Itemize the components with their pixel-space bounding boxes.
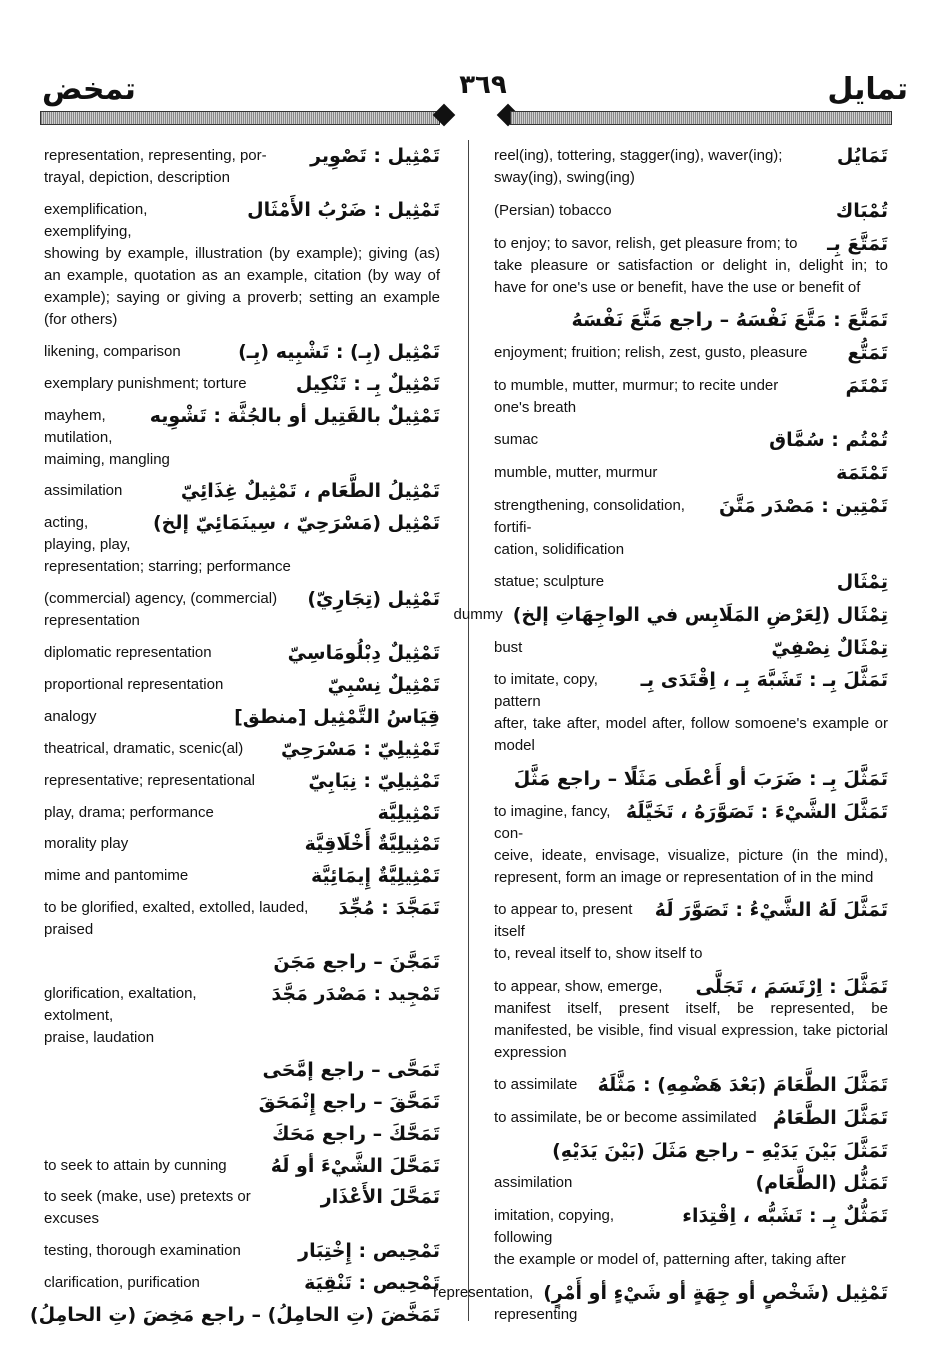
dictionary-entry (44, 507, 440, 583)
english-gloss-continuation: praise, laudation (44, 1028, 155, 1046)
english-gloss-continuation: one's breath (494, 398, 577, 416)
entry-line (494, 309, 888, 331)
arabic-headword: تَمْثِيلٌ نِسْبِيّ (327, 673, 440, 696)
english-gloss-continuation: sway(ing), swing(ing) (494, 169, 635, 187)
english-gloss-continuation: manifest itself, present itself, be represented, be manifested, be visible, find visual expression, take pictorial expression (494, 999, 888, 1061)
dictionary-entry (494, 369, 888, 424)
arabic-headword: تُمْبَاك (835, 199, 888, 222)
right-column (433, 140, 888, 1331)
dictionary-entry (44, 1118, 440, 1150)
dictionary-entry (494, 1134, 888, 1167)
dictionary-entry (44, 669, 440, 701)
arabic-headword: تَمَثَّلَ الطَّعَامَ (بَعْدَ هَضْمِهِ) : مَثَّلَهُ (597, 1074, 888, 1097)
english-gloss: exemplary punishment; torture (44, 374, 247, 392)
arabic-headword: تَمَحَّلَ الأَعْذَار (320, 1186, 440, 1209)
entry-line (494, 899, 888, 943)
dictionary-entry (44, 701, 440, 733)
english-gloss: imitation, copying, following (494, 1207, 615, 1247)
english-gloss: theatrical, dramatic, scenic(al) (44, 739, 244, 757)
english-gloss: strengthening, consolidation, fortifi- (494, 496, 685, 536)
dictionary-entry (44, 892, 440, 946)
dictionary-entry (494, 1200, 888, 1277)
arabic-headword: تَمْثِيلِيَّةٌ أَخْلَاقِيَّة (304, 833, 440, 856)
english-gloss: to assimilate (494, 1076, 578, 1094)
dictionary-entry (494, 566, 888, 599)
entry-line (494, 976, 888, 998)
entry-line (494, 342, 888, 364)
left-column (29, 140, 440, 1331)
dictionary-entry (494, 195, 888, 228)
dictionary-entry (494, 664, 888, 763)
entry-line (44, 642, 440, 664)
english-gloss: analogy (44, 707, 97, 725)
entry-line (44, 865, 440, 887)
dictionary-entry (494, 894, 888, 971)
entry-line (494, 571, 888, 593)
entry-line (44, 983, 440, 1027)
english-gloss-continuation: representing (494, 1305, 578, 1323)
dictionary-entry (44, 765, 440, 797)
entry-line (29, 1304, 440, 1327)
arabic-headword: تُمْتُم : سُمَّاق (769, 429, 888, 452)
dictionary-entry (494, 457, 888, 490)
dictionary-entry (44, 1150, 440, 1182)
english-gloss-continuation: ceive, ideate, envisage, visualize, picture (in the mind), represent, form an image or representation of in the mind (494, 846, 888, 886)
arabic-headword: تَمْثِيلِيّ : نِيَابِيّ (308, 769, 440, 792)
english-gloss: mayhem, mutilation, (44, 406, 113, 446)
english-gloss-continuation: representation (44, 612, 140, 630)
entry-line (44, 145, 440, 167)
arabic-headword: تَمْثِيلُ الطَّعَام ، تَمْثِيلٌ غِذَائِيّ (180, 480, 440, 503)
english-gloss-continuation: take pleasure or satisfaction or delight in, delight in; to have for one's use or benefit, have the use or benefit of (494, 256, 888, 296)
arabic-headword: تَمْثِيل : ضَرْبُ الأَمْثَال (247, 198, 440, 221)
arabic-headword: تَمَجَّنَ – راجع مَجَنَ (273, 951, 440, 974)
entry-line (494, 233, 888, 255)
dictionary-entry (433, 1276, 888, 1331)
english-gloss: representative; representational (44, 771, 255, 789)
english-gloss: clarification, purification (44, 1274, 200, 1292)
arabic-headword: تَمَثُّل (الطَّعَام) (755, 1172, 888, 1195)
dictionary-entry (44, 946, 440, 978)
english-gloss: likening, comparison (44, 342, 181, 360)
english-gloss: reel(ing), tottering, stagger(ing), waver(ing); (494, 147, 783, 165)
arabic-headword: تَمَثَّلَ بَيْنَ يَدَيْهِ – راجع مَثَلَ (بَيْنَ يَدَيْهِ) (552, 1139, 888, 1162)
arabic-headword: تَمَحَّلَ الشَّيْءَ أو لَهُ (270, 1154, 440, 1177)
entry-line (494, 145, 888, 167)
dictionary-entry (494, 971, 888, 1070)
english-gloss-continuation: representation; starring; performance (44, 558, 291, 576)
english-gloss: bust (494, 638, 523, 656)
dictionary-entry (44, 1054, 440, 1086)
entry-line (44, 1272, 440, 1294)
entry-line (44, 512, 440, 556)
entry-line (433, 1281, 888, 1304)
arabic-headword: تَمْثِيلِيَّة (377, 801, 440, 824)
english-gloss: acting, playing, play, (44, 514, 131, 554)
english-gloss: to mumble, mutter, murmur; to recite under (494, 376, 779, 394)
arabic-headword: تَمْثِيل (بِـ) : تَشْبِيه (بِـ) (238, 340, 440, 363)
english-gloss: to appear, show, emerge, (494, 977, 663, 995)
arabic-headword: تَمْثِيل (شَخْصٍ أو جِهَةٍ أو شَيْءٍ أو أَمْرٍ) (543, 1281, 888, 1304)
arabic-headword: تَمَايُل (836, 145, 888, 168)
dictionary-entry (494, 1102, 888, 1135)
dictionary-entry (494, 1069, 888, 1102)
arabic-headword: تَمَثَّلَ بِـ : ضَرَبَ أو أَعْطَى مَثَلًا – راجع مَثَّلَ (513, 767, 888, 790)
entry-line (494, 200, 888, 222)
dictionary-entry (44, 583, 440, 637)
english-gloss: dummy (453, 605, 503, 623)
english-gloss: assimilation (494, 1174, 573, 1192)
arabic-headword: تَمْثِيلٌ دِبْلُومَاسِيّ (287, 642, 440, 665)
english-gloss-continuation: the example or model of, patterning after, taking after (494, 1251, 846, 1269)
entry-line (44, 738, 440, 760)
arabic-headword: تَمْثِيلٌ بالقَتِيل أو بالجُثَّة : تَشْوِيه (149, 404, 440, 427)
dictionary-entry (44, 1235, 440, 1267)
dictionary-entry (494, 337, 888, 370)
arabic-headword: تَمَثَّلَ : اِرْتَسَمَ ، تَجَلَّى (695, 975, 888, 998)
english-gloss: sumac (494, 431, 539, 449)
english-gloss: statue; sculpture (494, 573, 605, 591)
entry-line (44, 1091, 440, 1113)
entry-line (453, 603, 888, 626)
arabic-headword: تَمْثِيل (تِجَارِيّ) (307, 588, 440, 611)
entry-line (44, 802, 440, 824)
dictionary-entry (494, 227, 888, 304)
arabic-headword: تَمْحِيص : إِخْتِبَار (298, 1240, 440, 1263)
english-gloss-continuation: cation, solidification (494, 540, 625, 558)
english-gloss-continuation: after, take after, model after, follow somoene's example or model (494, 715, 888, 755)
arabic-headword: تَمْثِيل : تَصْوِير (310, 144, 440, 167)
arabic-headword: تَمَثُّلٌ بِـ : تَشَبُّه ، اِقْتِدَاء (682, 1205, 888, 1228)
english-gloss-continuation: to, reveal itself to, show itself to (494, 945, 703, 963)
column-divider (468, 140, 469, 1321)
english-gloss-continuation: excuses (44, 1210, 100, 1228)
english-gloss-continuation: maiming, mangling (44, 450, 170, 468)
entry-line (494, 1140, 888, 1162)
english-gloss: to seek (make, use) pretexts or (44, 1188, 251, 1206)
arabic-headword: تَمَثَّلَ الشَّيْءَ : تَصَوَّرَهُ ، تَخَيَّلَهُ (625, 800, 888, 823)
entry-line (44, 770, 440, 792)
dictionary-entry (494, 424, 888, 457)
header-guide-word-right: تمايل (827, 72, 908, 107)
dictionary-entry (44, 194, 440, 336)
dictionary-entry (29, 1299, 440, 1331)
entry-line (44, 951, 440, 973)
arabic-headword: تَمَخَّضَ (تِ الحامِلُ) – راجع مَخِضَ (تِ الحامِلُ) (29, 1304, 440, 1327)
entry-line (494, 1205, 888, 1249)
arabic-headword: تَمَحَّى – راجع إمَّحَى (262, 1058, 440, 1081)
arabic-headword: تَمْثِيلِيّ : مَسْرَحِيّ (280, 737, 440, 760)
dictionary-entry (44, 475, 440, 507)
arabic-headword: تَمَحَّكَ – راجع مَحَكَ (272, 1122, 440, 1145)
page-number: ٣٦٩ (459, 70, 507, 100)
entry-line (44, 373, 440, 395)
entry-line (44, 588, 440, 610)
entry-line (44, 341, 440, 363)
entry-line (44, 706, 440, 728)
english-gloss: to appear to, present itself (494, 901, 633, 941)
dictionary-entry (44, 828, 440, 860)
dictionary-entry (44, 1267, 440, 1299)
english-gloss: to assimilate, be or become assimilated (494, 1109, 757, 1127)
dictionary-entry (44, 368, 440, 400)
arabic-headword: تَمَتَّعَ بِـ (827, 232, 888, 255)
arabic-headword: تِمْثَالٌ نِصْفِيّ (771, 636, 888, 659)
dictionary-entry (494, 763, 888, 796)
dictionary-entry (494, 631, 888, 664)
english-gloss: to imitate, copy, pattern (494, 671, 598, 711)
english-gloss-continuation: praised (44, 921, 94, 939)
english-gloss: enjoyment; fruition; relish, zest, gusto, pleasure (494, 343, 808, 361)
entry-line (494, 429, 888, 451)
arabic-headword: قِيَاسُ التَّمْثِيل [منطق] (234, 705, 440, 728)
entry-line (44, 1186, 440, 1208)
arabic-headword: تَمْتَمَة (836, 461, 888, 484)
header-guide-word-left: تمخض (42, 72, 136, 107)
arabic-headword: تَمْثِيلِيَّةٌ إِيمَائِيَّة (311, 865, 440, 888)
entry-line (494, 462, 888, 484)
english-gloss: glorification, exaltation, extolment, (44, 984, 197, 1024)
header-rule-left (40, 111, 440, 125)
entry-line (44, 1240, 440, 1262)
entry-line (494, 669, 888, 713)
dictionary-entry (44, 637, 440, 669)
arabic-headword: تَمْثِيل (مَسْرَحِيّ ، سِينَمَائِيّ إلخ) (153, 512, 440, 535)
dictionary-entry (494, 795, 888, 894)
dictionary-entry (494, 1167, 888, 1200)
entry-line (44, 897, 440, 919)
english-gloss: exemplification, exemplifying, (44, 200, 148, 240)
entry-line (44, 1123, 440, 1145)
english-gloss-continuation: trayal, depiction, description (44, 168, 230, 186)
english-gloss: to seek to attain by cunning (44, 1156, 227, 1174)
entry-line (494, 375, 888, 397)
entry-line (494, 1107, 888, 1129)
entry-line (44, 1059, 440, 1081)
entry-line (44, 674, 440, 696)
arabic-headword: تَمَتُّع (847, 341, 888, 364)
dictionary-entry (494, 489, 888, 566)
dictionary-entry (44, 336, 440, 368)
arabic-headword: تَمَثَّلَ الطَّعَامُ (772, 1107, 888, 1130)
entry-line (44, 480, 440, 502)
arabic-headword: تِمْثَال (836, 571, 888, 594)
english-gloss: representation, representing, por- (44, 146, 267, 164)
english-gloss: (Persian) tobacco (494, 201, 612, 219)
dictionary-entry (44, 797, 440, 829)
arabic-headword: تَمْجِيد : مَصْدَر مَجَّدَ (271, 982, 440, 1005)
arabic-headword: تَمَجَّدَ : مُجِّدَ (338, 897, 440, 920)
english-gloss: to enjoy; to savor, relish, get pleasure from; to (494, 234, 798, 252)
english-gloss: mumble, mutter, murmur (494, 463, 658, 481)
entry-line (44, 199, 440, 243)
entry-line (494, 1074, 888, 1096)
dictionary-entry (44, 860, 440, 892)
english-gloss: mime and pantomime (44, 867, 189, 885)
arabic-headword: تِمْثَال (لِعَرْضِ المَلَابِس في الواجِهَاتِ إلخ) (512, 603, 888, 626)
dictionary-entry (494, 304, 888, 337)
arabic-headword: تَمْثِيلٌ بِـ : تَنْكِيل (295, 372, 440, 395)
dictionary-entry (44, 1086, 440, 1118)
english-gloss: morality play (44, 835, 129, 853)
arabic-headword: تَمَثَّلَ لَهُ الشَّيْءُ : تَصَوَّرَ لَهُ (654, 899, 888, 922)
english-gloss: (commercial) agency, (commercial) (44, 590, 278, 608)
entry-line (494, 1172, 888, 1194)
arabic-headword: تَمْحِيص : تَنْقِيَة (304, 1272, 440, 1295)
dictionary-entry (44, 978, 440, 1054)
entry-line (44, 405, 440, 449)
english-gloss: to imagine, fancy, con- (494, 802, 611, 842)
entry-line (44, 1155, 440, 1177)
dictionary-entry (44, 733, 440, 765)
arabic-headword: تَمَحَّقَ – راجع إِنْمَحَقَ (258, 1090, 440, 1113)
english-gloss: diplomatic representation (44, 644, 212, 662)
header-rule-right (510, 111, 892, 125)
english-gloss: representation, (433, 1283, 534, 1301)
entry-line (494, 637, 888, 659)
english-gloss: play, drama; performance (44, 803, 214, 821)
dictionary-entry (44, 1181, 440, 1235)
arabic-headword: تَمَتَّعَ : مَتَّعَ نَفْسَهُ – راجع مَتَّعَ نَفْسَهُ (571, 309, 888, 332)
arabic-headword: تَمْتِين : مَصْدَر مَتَّنَ (719, 494, 888, 517)
dictionary-entry (44, 140, 440, 194)
english-gloss: to be glorified, exalted, extolled, lauded, (44, 899, 309, 917)
dictionary-entry (453, 599, 888, 632)
dictionary-entry (44, 400, 440, 476)
english-gloss: assimilation (44, 482, 123, 500)
arabic-headword: تَمَثَّلَ بِـ : تَشَبَّهَ بِـ ، اِقْتَدَى بِـ (640, 669, 888, 692)
english-gloss-continuation: showing by example, illustration (by example); giving (as) an example, quotation as an example, citation (by way of example); saying or giving a proverb; setting an example (for others) (44, 244, 440, 328)
entry-line (494, 768, 888, 790)
english-gloss: proportional representation (44, 675, 224, 693)
arabic-headword: تَمْتَمَ (845, 374, 888, 397)
entry-line (44, 833, 440, 855)
dictionary-entry (494, 140, 888, 195)
entry-line (494, 801, 888, 845)
english-gloss: testing, thorough examination (44, 1242, 241, 1260)
entry-line (494, 495, 888, 539)
